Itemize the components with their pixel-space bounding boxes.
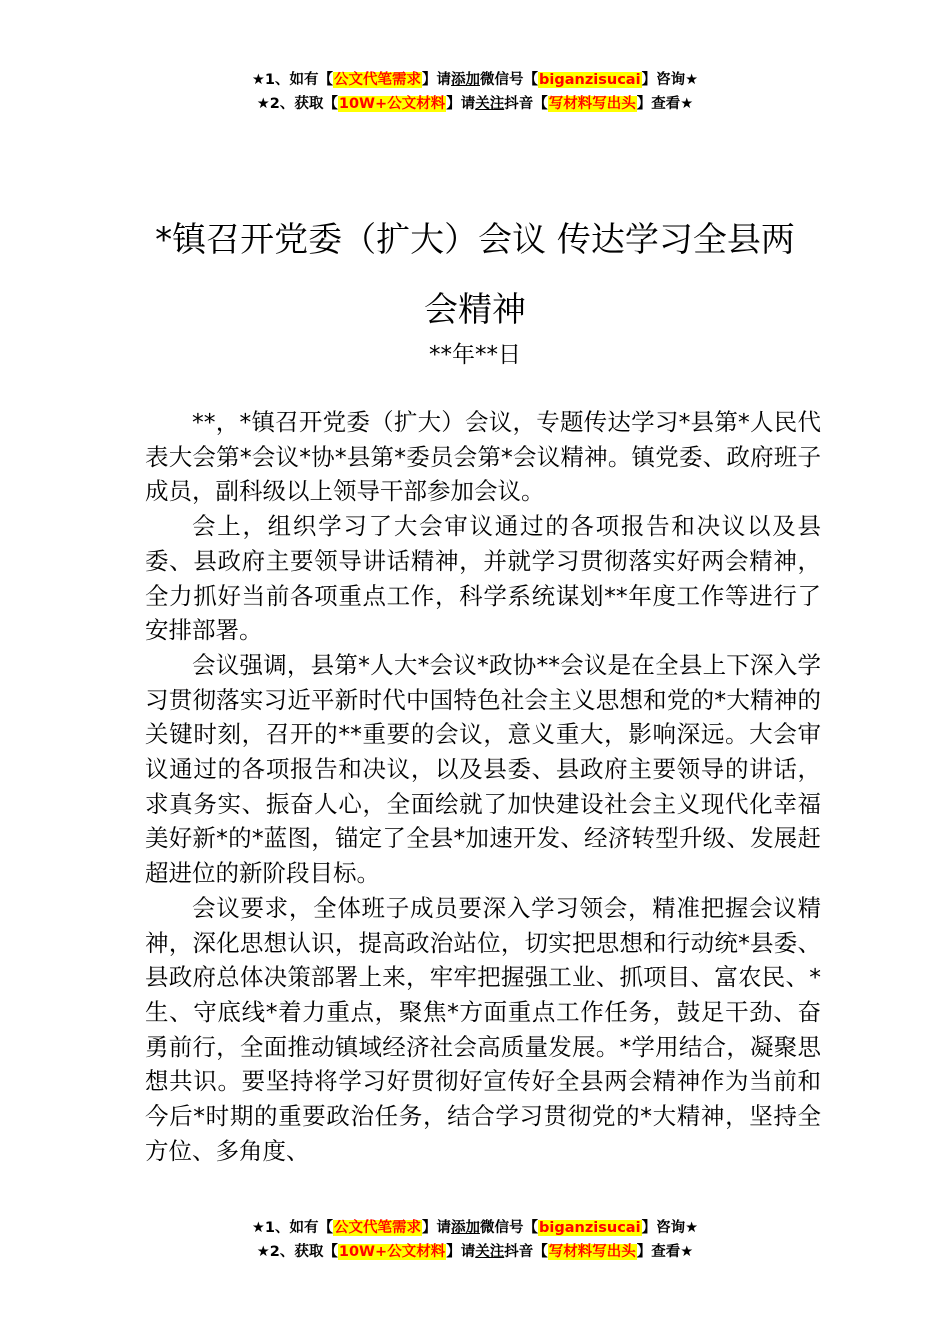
banner-text: 】请 — [446, 96, 476, 112]
banner-text: ★2、获取【 — [256, 96, 338, 112]
banner-text: 】查看★ — [636, 96, 694, 112]
banner-highlight: 10W+公文材料 — [338, 96, 446, 112]
banner-underlined-text: 添加 — [451, 1220, 481, 1236]
banner-text: 】咨询★ — [641, 72, 699, 88]
banner-text: ★1、如有【 — [251, 72, 334, 88]
banner-text: 抖音【 — [504, 1244, 548, 1260]
banner-highlight: biganzisucai — [539, 1220, 641, 1236]
body-paragraph: 会议强调，县第*人大*会议*政协**会议是在全县上下深入学习贯彻落实习近平新时代中国特色社会主义思想和党的*大精神的关键时刻，召开的**重要的会议，意义重大，影响深远。大会审议通过的各项报告和决议，以及县委、县政府主要领导的讲话，求真务实、振奋人心，全面绘就了加快建设社会主义现代化幸福美好新*的*蓝图，锚定了全县*加速开发、经济转型升级、发展赶超进位的新阶段目标。 — [145, 650, 821, 888]
banner-highlight: 写材料写出头 — [548, 1244, 636, 1260]
banner-highlight: 10W+公文材料 — [338, 1244, 446, 1260]
banner-text: 】请 — [446, 1244, 476, 1260]
banner-highlight: biganzisucai — [539, 72, 641, 88]
body-paragraph: **，*镇召开党委（扩大）会议，专题传达学习*县第*人民代表大会第*会议*协*县第*委员会第*会议精神。镇党委、政府班子成员，副科级以上领导干部参加会议。 — [145, 408, 821, 506]
body-paragraph: 会议要求，全体班子成员要深入学习领会，精准把握会议精神，深化思想认识，提高政治站位，切实把思想和行动统*县委、县政府总体决策部署上来，牢牢把握强工业、抓项目、富农民、*生、守底线*着力重点，聚焦*方面重点工作任务，鼓足干劲、奋勇前行，全面推动镇域经济社会高质量发展。*学用结合，凝聚思想共识。要坚持将学习好贯彻好宣传好全县两会精神作为当前和今后*时期的重要政治任务，结合学习贯彻党的*大精神，坚持全方位、多角度、 — [145, 893, 821, 1165]
banner-underlined-text: 关注 — [475, 96, 505, 112]
banner-text: ★1、如有【 — [251, 1220, 334, 1236]
banner-text: 】查看★ — [636, 1244, 694, 1260]
banner-text: ★2、获取【 — [256, 1244, 338, 1260]
banner-line-1 — [0, 1216, 950, 1240]
banner-text: 微信号【 — [480, 1220, 539, 1236]
banner-underlined-text: 关注 — [475, 1244, 505, 1260]
banner-underlined-text: 添加 — [451, 72, 481, 88]
top-banner — [0, 68, 950, 116]
document-title: *镇召开党委（扩大）会议 传达学习全县两会精神 — [155, 220, 795, 330]
document-body — [145, 405, 821, 1168]
bottom-banner — [0, 1216, 950, 1264]
banner-text: 】请 — [422, 72, 452, 88]
banner-line-1 — [0, 68, 950, 92]
body-paragraph: 会上，组织学习了大会审议通过的各项报告和决议以及县委、县政府主要领导讲话精神，并就学习贯彻落实好两会精神，全力抓好当前各项重点工作，科学系统谋划**年度工作等进行了安排部署。 — [145, 512, 821, 645]
banner-text: 抖音【 — [504, 96, 548, 112]
document-date: **年**日 — [429, 342, 521, 368]
banner-highlight: 写材料写出头 — [548, 96, 636, 112]
banner-highlight: 公文代笔需求 — [334, 72, 422, 88]
banner-highlight: 公文代笔需求 — [334, 1220, 422, 1236]
banner-line-2 — [0, 1240, 950, 1264]
banner-line-2 — [0, 92, 950, 116]
banner-text: 微信号【 — [480, 72, 539, 88]
banner-text: 】请 — [422, 1220, 452, 1236]
banner-text: 】咨询★ — [641, 1220, 699, 1236]
